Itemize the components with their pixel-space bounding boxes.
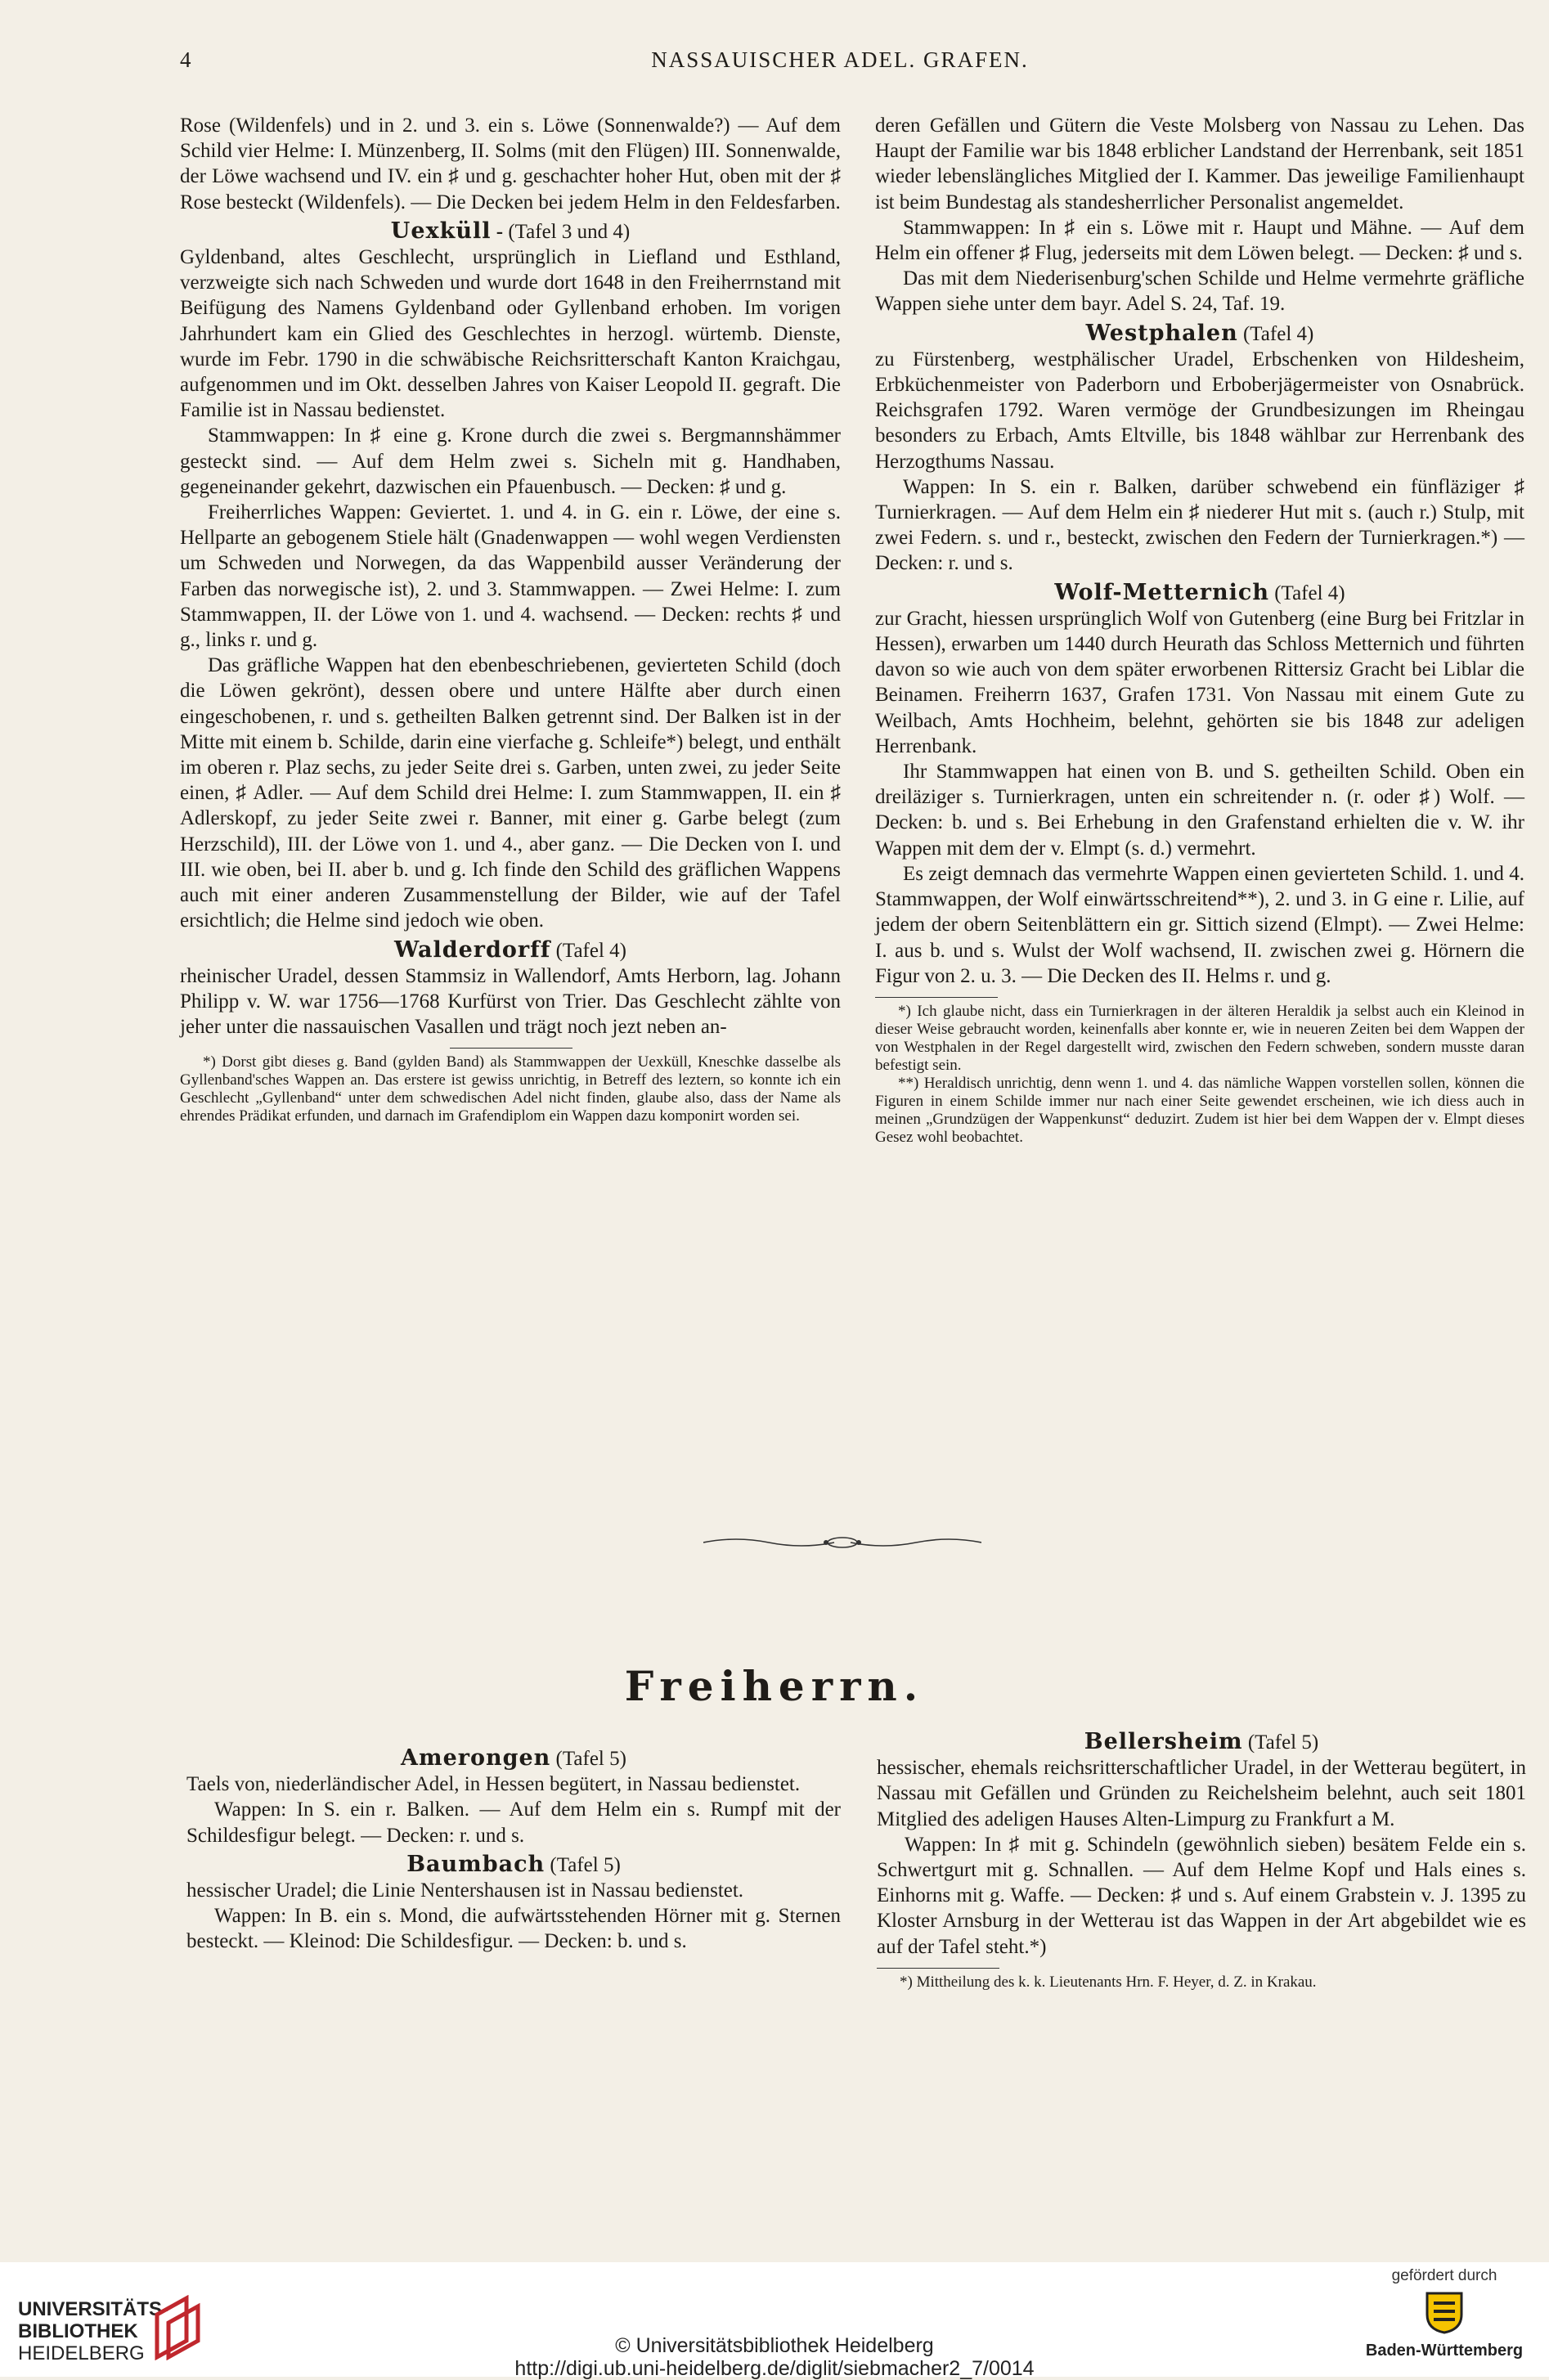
entry-heading bbox=[186, 1745, 841, 1772]
entry-heading bbox=[877, 1729, 1526, 1755]
right-column bbox=[875, 113, 1524, 1147]
paragraph: Stammwappen: In ♯ ein s. Löwe mit r. Haupt und Mähne. — Auf dem Helm ein offener ♯ Flug, jederseits mit dem Löwen belegt. — Decken: ♯ und s. bbox=[875, 216, 1524, 265]
sponsor-label: gefördert durch bbox=[1391, 2267, 1497, 2284]
footnote bbox=[875, 1003, 1524, 1147]
entry-heading: Uexküll - (Tafel 3 und 4) bbox=[390, 218, 631, 244]
copyright-text: © Universitätsbibliothek Heidelberg bbox=[615, 2334, 934, 2357]
library-name-line: HEIDELBERG bbox=[18, 2342, 145, 2364]
paragraph: hessischer Uradel; die Linie Nentershausen ist in Nassau bedienstet. bbox=[186, 1879, 744, 1902]
footnote bbox=[877, 1974, 1526, 1992]
entry-name: Uexküll bbox=[390, 218, 492, 244]
left-column bbox=[180, 113, 841, 1125]
paragraph: Gyldenband, altes Geschlecht, ursprünglich in Liefland und Esthland, verzweigte sich nach Schweden und wurde dort 1648 in den Freiherrnstand mit Beifügung des Namens Gyldenband oder Gyllenband erhoben. Im vorigen Jahrhundert kam ein Glied des Geschlechtes in herzogl. würtemb. Dienste, wurde im Febr. 1790 in die schwäbische Reichsritterschaft Kanton Kraichgau, aufgenommen und im Okt. desselben Jahres von Kaiser Leopold II. gegraft. Die Familie ist in Nassau bedienstet. bbox=[180, 246, 841, 422]
bottom-left-column bbox=[186, 1742, 841, 1955]
paragraph: rheinischer Uradel, dessen Stammsiz in Wallendorf, Amts Herborn, lag. Johann Philipp v. W. war 1756—1768 Kurfürst von Trier. Das Geschlecht zählte von jeher unter die nassauischen Vasallen und trägt noch jezt neben an- bbox=[180, 964, 841, 1039]
sponsor-name: Baden-Württemberg bbox=[1365, 2342, 1524, 2360]
paragraph: hessischer, ehemals reichsritterschaftlicher Uradel, in der Wetterau begütert, in Nassau mit Gefällen und Gründen zu Reichelsheim belehnt, auch seit 1801 Mitglied des adeligen Hauses Alten-Limpurg zu Frankfurt a M. bbox=[877, 1757, 1526, 1830]
paragraph: Rose (Wildenfels) und in 2. und 3. ein s. Löwe (Sonnenwalde?) — Auf dem Schild vier Helme: I. Münzenberg, II. Solms (mit den Flügen) III. Sonnenwalde, der Löwe wachsend und IV. ein ♯ und g. geschachter hoher Hut, oben mit der ♯ Rose besteckt (Wildenfels). — Die Decken bei jedem Helm in den Feldesfarben. bbox=[180, 115, 841, 213]
entry-name: Baumbach bbox=[406, 1851, 546, 1877]
entry-plate: (Tafel 4) bbox=[1242, 322, 1314, 345]
paragraph: Das gräfliche Wappen hat den ebenbeschriebenen, gevierteten Schild (doch die Löwen gekrönt), dessen obere und untere Hälfte aber durch einen eingeschobenen, r. und s. getheilten Balken getrennt sind. Der Balken ist in der Mitte mit einem b. Schilde, darin eine vierfache g. Schleife*) belegt, und enthält im oberen r. Plaz sechs, zu jeder Seite drei s. Garben, unten zwei, zu jeder Seite einen, ♯ Adler. — Auf dem Schild drei Helme: I. zum Stammwappen, II. ein ♯ Adlerskopf, zu jeder Seite zwei r. Banner, mit einer g. Garbe belegt (zum Herzschild), III. der Löwe von 1. und 4., aber ganz. — Die Decken von I. und III. wie oben, bei II. aber b. und g. Ich finde den Schild des gräflichen Wappens auch mit einer anderen Zusammenstellung der Bilder, wie auf der Tafel ersichtlich; die Helme sind jedoch wie oben. bbox=[180, 654, 841, 932]
footnote-rule bbox=[450, 1048, 572, 1049]
sponsor-logo bbox=[1363, 2267, 1526, 2360]
page-number: 4 bbox=[180, 47, 191, 72]
entry-plate: (Tafel 5) bbox=[1247, 1731, 1319, 1754]
footnote bbox=[180, 1053, 841, 1125]
paragraph: Wappen: In ♯ mit g. Schindeln (gewöhnlich sieben) besätem Felde ein s. Schwertgurt mit g. Schnallen. — Auf dem Helme Kopf und Hals eines s. Einhorns mit g. Waffe. — Decken: ♯ und s. Auf einem Grabstein v. J. 1395 zu Kloster Arnsburg in der Wetterau ist das Wappen in der Art abgebildet wie es auf der Tafel steht.*) bbox=[877, 1833, 1526, 1958]
paragraph: Freiherrliches Wappen: Geviertet. 1. und 4. in G. ein r. Löwe, der eine s. Hellparte an gebogenem Stiele hält (Gnadenwappen — wohl wegen Verdiensten um Schweden und Norwegen, da das Wappenbild ausser Veränderung der Farben das norwegische ist), 2. und 3. Stammwappen. — Zwei Helme: I. zum Stammwappen, II. der Löwe von 1. und 4. wachsend. — Decken: rechts ♯ und g., links r. und g. bbox=[180, 501, 841, 652]
paragraph: zur Gracht, hiessen ursprünglich Wolf von Gutenberg (eine Burg bei Fritzlar in Hessen), erwarben um 1440 durch Heurath das Schloss Metternich und führten davon so wie auch von dem später erworbenen Rittersiz Gracht bei Liblar die Beinamen. Freiherrn 1637, Grafen 1731. Von Nassau mit einem Gute zu Weilbach, Amts Hochheim, belehnt, gehörten sie bis 1848 zur adeligen Herrenbank. bbox=[875, 607, 1524, 757]
section-title: Freiherrn. bbox=[624, 1662, 925, 1710]
running-title: NASSAUISCHER ADEL. GRAFEN. bbox=[651, 47, 1029, 72]
entry-heading bbox=[875, 580, 1524, 606]
entry-plate: (Tafel 5) bbox=[550, 1853, 621, 1876]
entry-name: Bellersheim bbox=[1084, 1729, 1243, 1754]
paragraph: Wappen: In S. ein r. Balken. — Auf dem Helm ein s. Rumpf mit der Schildesfigur belegt. — Decken: r. und s. bbox=[186, 1798, 841, 1847]
page-header bbox=[180, 47, 1500, 80]
entry-name: Amerongen bbox=[401, 1745, 551, 1771]
footnote-rule bbox=[877, 1968, 999, 1969]
copyright-block bbox=[0, 2334, 1549, 2380]
paragraph: Es zeigt demnach das vermehrte Wappen einen gevierteten Schild. 1. und 4. Stammwappen, der Wolf einwärtsschreitend**), 2. und 3. in G eine r. Lilie, auf jedem der obern Seitenblättern ein gr. Sittich sizend (Elmpt). — Zwei Helme: I. aus b. und s. Wulst der Wolf wachsend, II. zwischen zwei g. Hörnern die Figur von 2. u. 3. — Die Decken des II. Helms r. und g. bbox=[875, 862, 1524, 987]
entry-heading bbox=[875, 321, 1524, 347]
ornament-divider-icon bbox=[703, 1534, 981, 1551]
entry-plate: (Tafel 5) bbox=[555, 1748, 626, 1770]
footnote-text: **) Heraldisch unrichtig, denn wenn 1. und 4. das nämliche Wappen vorstellen sollen, können die Figuren in einem Schilde immer nur nach einer Seite gewendet erscheinen, wie ich diess auch in meinen „Grundzügen der Wappenkunst“ deduzirt. Zudem ist hier bei dem Wappen der v. Elmpt dieses Gesez wohl beobachtet. bbox=[875, 1074, 1524, 1146]
paragraph: Ihr Stammwappen hat einen von B. und S. getheilten Schild. Oben ein dreiläziger s. Turnierkragen, unten ein schreitender n. (r. oder ♯) Wolf. — Decken: b. und s. Bei Erhebung in den Grafenstand erhielten die v. W. ihr Wappen mit dem der v. Elmpt (s. d.) vermehrt. bbox=[875, 761, 1524, 860]
entry-name: Westphalen bbox=[1085, 320, 1238, 346]
entry-name: Wolf-Metternich bbox=[1054, 579, 1269, 605]
footnote-rule bbox=[875, 997, 998, 998]
paragraph: Das mit dem Niederisenburg'schen Schilde und Helme vermehrte gräfliche Wappen siehe unter dem bayr. Adel S. 24, Taf. 19. bbox=[875, 267, 1524, 316]
source-url[interactable]: http://digi.ub.uni-heidelberg.de/diglit/siebmacher2_7/0014 bbox=[514, 2357, 1035, 2380]
entry-name: Walderdorff bbox=[394, 936, 551, 963]
entry-heading bbox=[186, 1852, 841, 1878]
entry-plate: (Tafel 4) bbox=[1274, 582, 1345, 604]
entry-plate: (Tafel 3 und 4) bbox=[508, 220, 631, 243]
entry-heading bbox=[180, 937, 841, 963]
footnote-text: *) Dorst gibt dieses g. Band (gylden Band) als Stammwappen der Uexküll, Kneschke dasselbe als Gyllenband'sches Wappen an. Das erstere ist gewiss unrichtig, in Betreff des leztern, so konnte ich ein Geschlecht „Gyllenband“ unter dem schwedischen Adel nicht finden, glaube also, dass der Name als ehrendes Prädikat erfunden, und darnach im Grafendiplom ein Wappen dazu komponirt worden sei. bbox=[180, 1053, 841, 1125]
footnote-text: *) Ich glaube nicht, dass ein Turnierkragen in der älteren Heraldik ja selbst auch ein Kleinod in dieser Weise gebraucht worden, keinenfalls aber konnte er, wie in neueren Zeiten bei dem Wappen der von Westphalen in der Regel dargestellt wird, zwischen den Federn schweben, sondern musste daran befestigt sein. bbox=[875, 1002, 1524, 1074]
paragraph: Stammwappen: In ♯ eine g. Krone durch die zwei s. Bergmannshämmer gesteckt sind. — Auf dem Helm zwei s. Sicheln mit g. Handhaben, gegeneinander gekehrt, dazwischen ein Pfauenbusch. — Decken: ♯ und g. bbox=[180, 424, 841, 498]
entry-plate: (Tafel 4) bbox=[555, 939, 626, 962]
state-coat-of-arms-icon bbox=[1424, 2290, 1465, 2334]
paragraph: zu Fürstenberg, westphälischer Uradel, Erbschenken von Hildesheim, Erbküchenmeister von Paderborn und Erboberjägermeister von Osnabrück. Reichsgrafen 1792. Waren vermöge der Grundbesizungen im Rheingau besonders zu Erbach, Amts Eltville, bis 1848 wählbar zur Herrenbank des Herzogthums Nassau. bbox=[875, 348, 1524, 473]
paragraph: Wappen: In B. ein s. Mond, die aufwärtsstehenden Hörner mit g. Sternen besteckt. — Kleinod: Die Schildesfigur. — Decken: b. und s. bbox=[186, 1905, 841, 1953]
paragraph: deren Gefällen und Gütern die Veste Molsberg von Nassau zu Lehen. Das Haupt der Familie war bis 1848 erblicher Landstand der Herrenbank, seit 1851 wieder lebenslängliches Mitglied der I. Kammer. Das jeweilige Familienhaupt ist beim Bundestag als standesherrlicher Personalist angemeldet. bbox=[875, 115, 1524, 213]
bottom-right-column bbox=[877, 1726, 1526, 1992]
paragraph: Wappen: In S. ein r. Balken, darüber schwebend ein fünfläziger ♯ Turnierkragen. — Auf dem Helm ein ♯ niederer Hut mit s. (auch r.) Stulp, mit zwei Federn. s. und r., besteckt, zwischen den Federn der Turnierkragen.*) — Decken: r. und s. bbox=[875, 475, 1524, 575]
footnote-text: *) Mittheilung des k. k. Lieutenants Hrn. F. Heyer, d. Z. in Krakau. bbox=[900, 1973, 1317, 1991]
digitization-footer bbox=[0, 2262, 1549, 2380]
library-name-line: BIBLIOTHEK bbox=[18, 2320, 138, 2342]
paragraph: Taels von, niederländischer Adel, in Hessen begütert, in Nassau bedienstet. bbox=[186, 1773, 801, 1796]
library-name-line: UNIVERSITÄTS- bbox=[18, 2298, 169, 2320]
